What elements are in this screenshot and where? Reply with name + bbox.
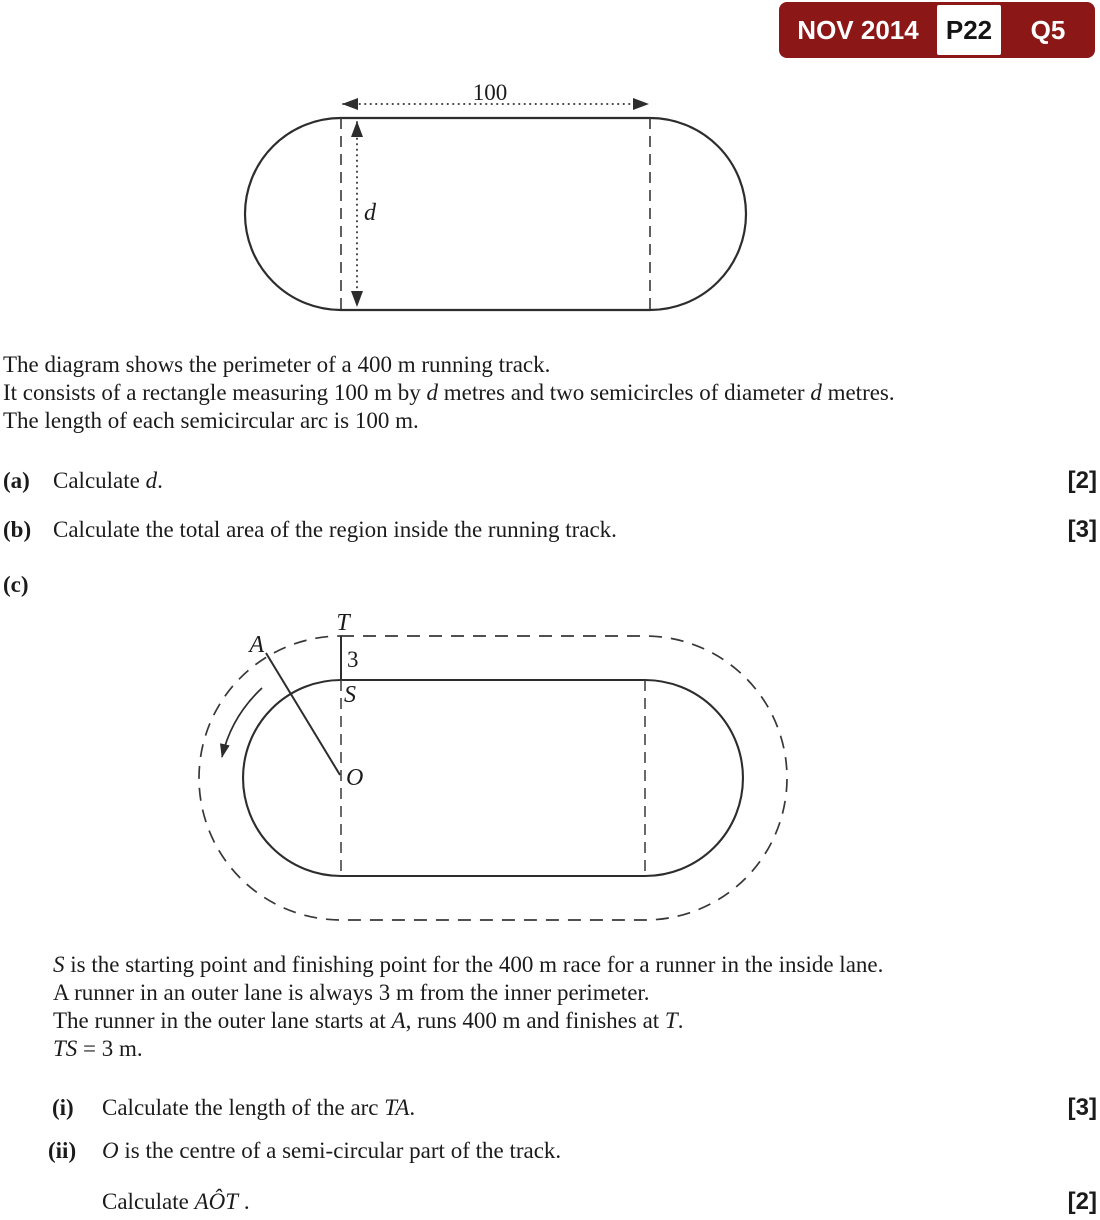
part-a-marks: [2] [1067,467,1097,494]
scenario-line: The runner in the outer lane starts at A, runs 400 m and finishes at T. [53,1008,684,1033]
label-d: d [364,200,376,226]
part-b-text: Calculate the total area of the region inside the running track. [53,517,617,542]
scenario-paragraph [53,951,883,1063]
part-c-row [0,571,1100,599]
point-o-label: O [346,765,364,791]
outer-lane-dashed-outline [199,636,787,920]
part-i-row [0,1094,1100,1122]
point-t-label: T [336,610,350,636]
intro-line: The length of each semicircular arc is 100 m. [3,408,419,433]
scenario-line: A runner in an outer lane is always 3 m from the inner perimeter. [53,980,650,1005]
intro-paragraph [3,351,895,435]
part-b-label: (b) [3,517,32,542]
part-a-text: Calculate d. [53,468,163,493]
lane-gap-label: 3 [347,647,359,672]
label-100: 100 [472,80,508,105]
part-ii-row [0,1137,1100,1165]
point-a-label: A [249,632,264,658]
part-a-row [0,467,1100,495]
radius-line-oa [266,653,340,775]
part-ii-calc-text: Calculate AÔT . [102,1189,250,1214]
paper-code-box: P22 [937,5,1001,55]
part-b-row [0,516,1100,544]
part-ii-label: (ii) [48,1138,77,1163]
scenario-line: TS = 3 m. [53,1036,143,1061]
track-diagram-2 [0,605,850,935]
scenario-line: S is the starting point and finishing point for the 400 m race for a runner in the inside lane. [53,952,884,977]
intro-line: The diagram shows the perimeter of a 400 m running track. [3,352,551,377]
track-outline [245,118,746,310]
part-ii-marks: [2] [1067,1188,1097,1215]
part-i-marks: [3] [1067,1094,1097,1121]
direction-arrow [222,688,262,757]
question-number-label: Q5 [1030,14,1066,45]
part-ii-text: O is the centre of a semi-circular part of the track. [102,1138,562,1163]
part-a-label: (a) [3,468,30,493]
part-c-label: (c) [3,572,29,597]
past-paper-badge [779,2,1095,58]
intro-line: It consists of a rectangle measuring 100 m by d metres and two semicircles of diameter d metres. [3,380,895,405]
part-b-marks: [3] [1067,516,1097,543]
track-diagram-1 [0,70,820,330]
part-ii-calc-row [0,1188,1100,1216]
point-s-label: S [344,682,356,708]
part-i-label: (i) [52,1095,74,1120]
part-i-text: Calculate the length of the arc TA. [102,1095,416,1120]
session-label: NOV 2014 [797,14,919,45]
inner-track-outline [243,680,743,876]
